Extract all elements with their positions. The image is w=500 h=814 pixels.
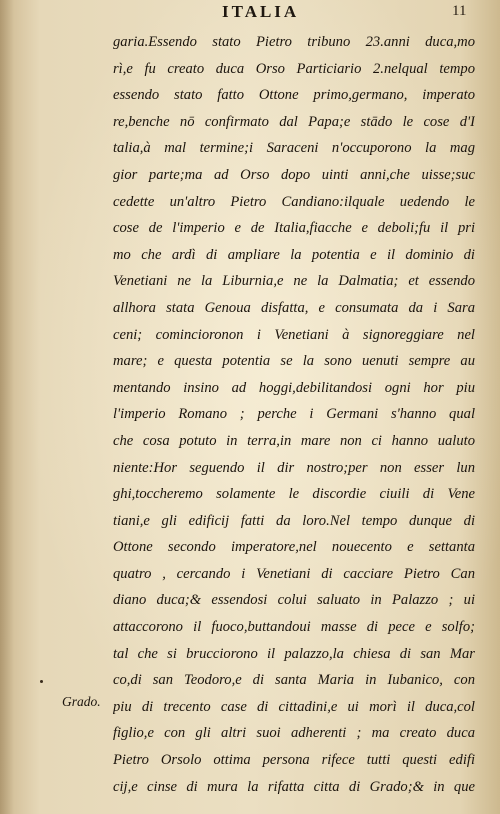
text-line: diano duca;& essendosi colui saluato in Palazzo ; ui <box>113 592 475 609</box>
gutter-shadow <box>0 0 14 814</box>
margin-note: Grado. <box>62 694 101 709</box>
text-line: rì,e fu creato duca Orso Particiario 2.nelqual tempo <box>113 60 475 77</box>
page-number: 11 <box>452 3 467 19</box>
text-line: cij,e cinse di mura la rifatta citta di Grado;& in que <box>113 778 475 795</box>
text-line: Venetiani ne la Liburnia,e ne la Dalmatia; et essendo <box>113 273 475 290</box>
body-text <box>113 29 475 800</box>
text-line: mentando insino ad hoggi,debilitandosi ogni hor piu <box>113 379 475 396</box>
text-line: allhora stata Genoua disfatta, e consumata da i Sara <box>113 299 475 316</box>
text-line: Pietro Orsolo ottima persona rifece tutti questi edifi <box>113 752 475 769</box>
text-line: talia,à mal termine;i Saraceni n'occuporono la mag <box>113 140 475 157</box>
text-line: cose de l'imperio e de Italia,fiacche e deboli;fu il pri <box>113 220 475 237</box>
page-header <box>0 2 500 24</box>
text-line: mo che ardì di ampliare la potentia e il dominio di <box>113 246 475 263</box>
text-line: niente:Hor seguendo il dir nostro;per non esser lun <box>113 459 475 476</box>
text-line: mare; e questa potentia se la sono uenuti sempre au <box>113 353 475 370</box>
text-line: co,di san Teodoro,e di santa Maria in Iubanico, con <box>113 672 475 689</box>
text-line: Ottone secondo imperatore,nel nouecento e settanta <box>113 539 475 556</box>
text-line: l'imperio Romano ; perche i Germani s'hanno qual <box>113 406 475 423</box>
text-line: gior parte;ma ad Orso dopo uinti anni,che uisse;suc <box>113 166 475 183</box>
text-line: re,benche nō confirmato dal Papa;e stādo le cose d'I <box>113 113 475 130</box>
text-line: quatro , cercando i Venetiani di cacciare Pietro Can <box>113 565 475 582</box>
text-line: essendo stato fatto Ottone primo,germano, imperato <box>113 87 475 104</box>
text-line: garia.Essendo stato Pietro tribuno 23.anni duca,mo <box>113 34 475 50</box>
text-line: ghi,toccheremo solamente le discordie ciuili di Vene <box>113 486 475 503</box>
text-line: cedette un'altro Pietro Candiano:ilquale uedendo le <box>113 193 475 210</box>
margin-mark <box>40 680 43 683</box>
text-line: piu di trecento case di cittadini,e ui morì il duca,col <box>113 698 475 715</box>
text-line: tal che si brucciorono il palazzo,la chiesa di san Mar <box>113 645 475 662</box>
running-head: ITALIA <box>222 2 300 21</box>
text-line: che cosa potuto in terra,in mare non ci hanno ualuto <box>113 432 475 449</box>
text-line: tiani,e gli edificij fatti da loro.Nel tempo dunque di <box>113 512 475 529</box>
text-line: figlio,e con gli altri suoi adherenti ; ma creato duca <box>113 725 475 742</box>
text-line: attaccorono il fuoco,buttandoui masse di pece e solfo; <box>113 619 475 636</box>
text-line: ceni; comincioronon i Venetiani à signoreggiare nel <box>113 326 475 343</box>
